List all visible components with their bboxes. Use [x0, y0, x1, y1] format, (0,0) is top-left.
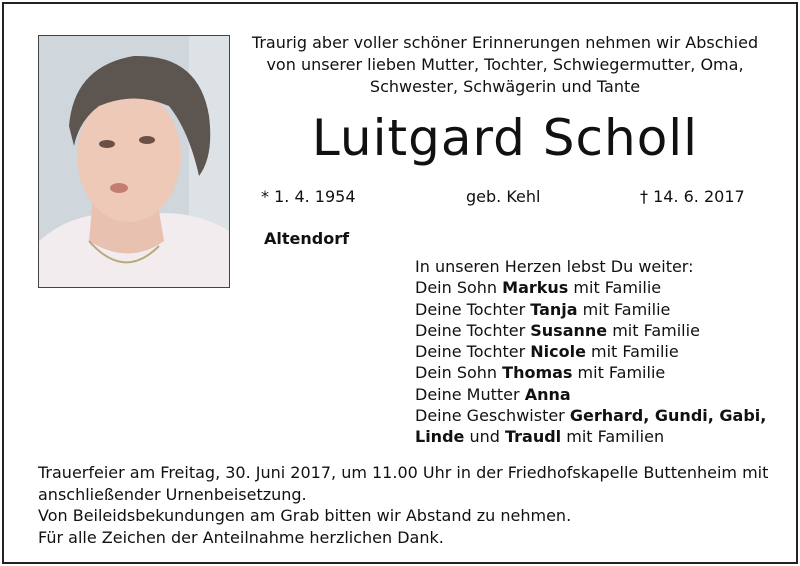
family-list — [415, 256, 766, 448]
service-info — [38, 462, 778, 548]
intro-line: Traurig aber voller schöner Erinnerungen nehmen wir Abschied — [251, 33, 759, 52]
family-line: Deine Mutter Anna — [415, 384, 571, 404]
place-name: Altendorf — [264, 229, 350, 248]
family-line: Deine Geschwister Gerhard, Gundi, Gabi, — [415, 406, 767, 426]
birth-date: * 1. 4. 1954 — [261, 187, 356, 206]
service-line: anschließender Urnenbeisetzung. — [38, 484, 307, 504]
family-line: Deine Tochter Tanja mit Familie — [415, 299, 671, 319]
service-line: Für alle Zeichen der Anteilnahme herzlichen Dank. — [38, 527, 444, 547]
family-intro: In unseren Herzen lebst Du weiter: — [415, 257, 694, 276]
family-line: Deine Tochter Susanne mit Familie — [415, 320, 700, 340]
intro-line: von unserer lieben Mutter, Tochter, Schwiegermutter, Oma, — [266, 55, 744, 74]
intro-line: Schwester, Schwägerin und Tante — [369, 77, 641, 96]
deceased-name: Luitgard Scholl — [311, 109, 699, 167]
maiden-name: geb. Kehl — [466, 187, 541, 206]
intro-text — [250, 32, 760, 98]
family-line: Dein Sohn Markus mit Familie — [415, 278, 662, 298]
family-line: Deine Tochter Nicole mit Familie — [415, 342, 679, 362]
death-date: † 14. 6. 2017 — [640, 187, 745, 206]
portrait-photo — [38, 35, 230, 288]
service-line: Von Beileidsbekundungen am Grab bitten wir Abstand zu nehmen. — [38, 506, 572, 525]
service-line: Trauerfeier am Freitag, 30. Juni 2017, um 11.00 Uhr in der Friedhofskapelle Buttenheim mit — [38, 463, 769, 482]
family-line: Dein Sohn Thomas mit Familie — [415, 363, 666, 383]
family-line: Linde und Traudl mit Familien — [415, 427, 665, 447]
